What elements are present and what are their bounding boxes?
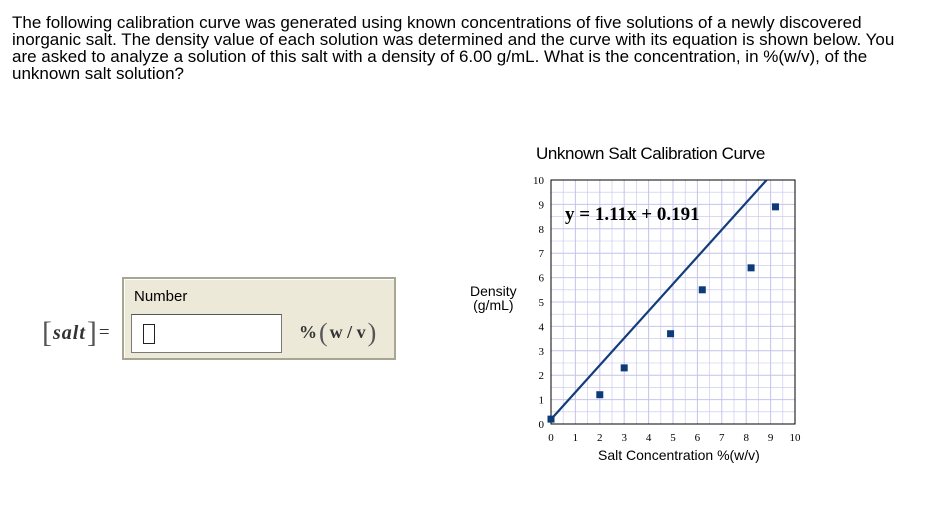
data-point <box>596 391 603 398</box>
y-tick-label: 9 <box>538 199 544 212</box>
x-tick-label: 8 <box>743 432 749 444</box>
data-point <box>667 330 674 337</box>
units-percent: % <box>299 322 317 342</box>
y-tick-label: 0 <box>538 419 544 431</box>
chart-ylabel-line2: (g/mL) <box>473 297 514 313</box>
question-text: The following calibration curve was generated using known concentrations of five solutions of a newly discovered inorganic salt. The density value of each solution was determined and the curve with its equation is shown below. You are asked to analyze a solution of this salt with a density of 6.00 g/mL. What is the concentration, in %(w/v), of the unknown salt solution? <box>12 13 895 83</box>
chart-ylabel-line1: Density <box>470 283 517 299</box>
chart-points <box>548 203 779 422</box>
x-tick-label: 0 <box>548 432 554 444</box>
chart-equation: y = 1.11x + 0.191 <box>565 204 700 225</box>
variable-name: salt <box>53 321 86 344</box>
units-open-paren: ( <box>319 317 328 347</box>
data-point <box>621 364 628 371</box>
y-tick-label: 7 <box>538 248 544 261</box>
chart-xlabel: Salt Concentration %(w/v) <box>598 447 760 463</box>
x-tick-label: 2 <box>597 432 603 444</box>
equals-sign: = <box>98 322 110 343</box>
data-point <box>699 286 706 293</box>
y-tick-label: 8 <box>538 223 544 236</box>
y-tick-label: 6 <box>538 272 544 285</box>
y-tick-label: 5 <box>538 297 544 309</box>
units-close-paren: ) <box>367 317 377 347</box>
right-bracket: ] <box>86 316 97 349</box>
left-bracket: [ <box>42 316 52 349</box>
data-point <box>748 264 755 271</box>
y-tick-label: 4 <box>538 321 544 334</box>
x-tick-label: 3 <box>621 432 627 444</box>
data-point <box>772 203 779 210</box>
x-tick-label: 5 <box>670 432 676 444</box>
answer-panel-title: Number <box>134 288 188 305</box>
x-tick-label: 6 <box>694 432 701 444</box>
x-tick-label: 4 <box>645 432 652 444</box>
data-point <box>548 416 555 423</box>
x-tick-label: 1 <box>572 432 579 444</box>
units-inner: w / v <box>329 322 366 342</box>
x-tick-label: 7 <box>719 432 725 444</box>
chart-y-ticks <box>533 175 545 431</box>
y-tick-label: 2 <box>538 370 544 383</box>
y-tick-label: 1 <box>538 394 544 407</box>
chart-title: Unknown Salt Calibration Curve <box>536 144 765 163</box>
x-tick-label: 10 <box>789 432 801 444</box>
chart-x-ticks <box>548 432 801 444</box>
y-tick-label: 3 <box>538 345 544 358</box>
x-tick-label: 9 <box>767 432 774 444</box>
y-tick-label: 10 <box>533 175 544 187</box>
